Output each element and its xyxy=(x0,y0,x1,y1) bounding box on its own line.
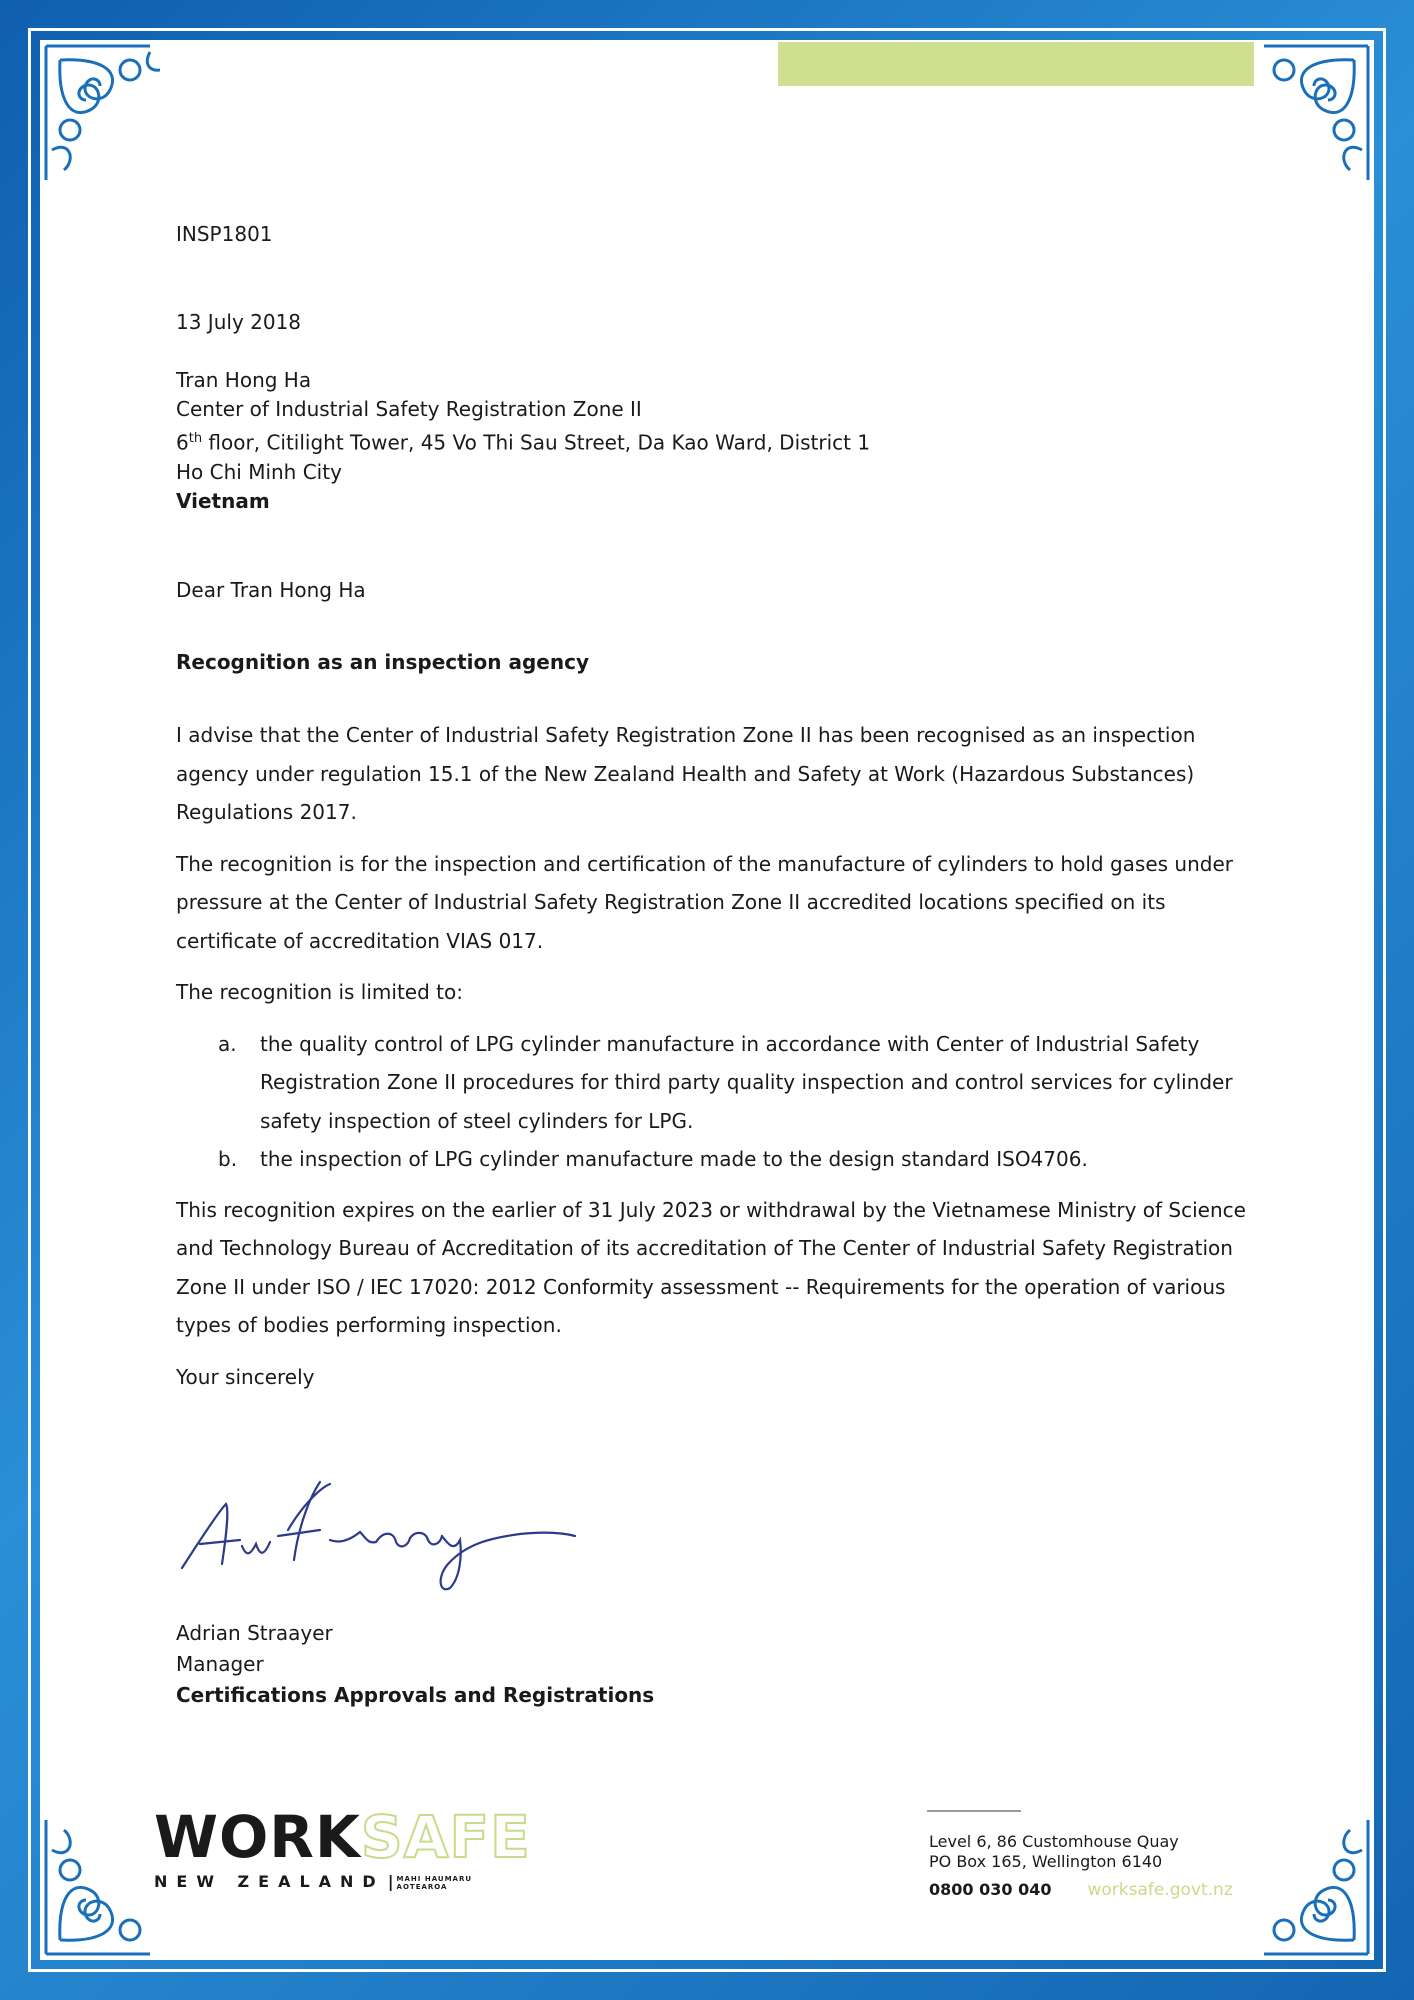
footer-contact xyxy=(929,1832,1233,1900)
list-item-text: the inspection of LPG cylinder manufacture made to the design standard ISO4706. xyxy=(260,1147,1088,1171)
body-paragraph: The recognition is limited to: xyxy=(176,980,463,1004)
list-item xyxy=(176,1140,1266,1179)
body-paragraph: I advise that the Center of Industrial Safety Registration Zone II has been recognised as an inspection agency under regulation 15.1 of the New Zealand Health and Safety at Work (Hazardous Substances) Regulations 2017. xyxy=(176,723,1196,824)
footer-website[interactable]: worksafe.govt.nz xyxy=(1087,1880,1233,1900)
logo-maori-line1: MAHI HAUMARU xyxy=(396,1874,473,1883)
corner-ornament-icon xyxy=(1254,1810,1374,1960)
logo-subtitle: NEW ZEALAND | MAHI HAUMARU AOTEAROA xyxy=(154,1872,473,1891)
list-item xyxy=(176,1025,1266,1141)
logo-safe: SAFE xyxy=(360,1803,531,1871)
letter-page xyxy=(40,40,1374,1960)
logo-country: NEW ZEALAND xyxy=(154,1872,385,1891)
signer-block xyxy=(176,1618,654,1711)
logo-maori xyxy=(397,1875,473,1891)
body-paragraph: This recognition expires on the earlier of 31 July 2023 or withdrawal by the Vietnamese Ministry of Science and Technology Bureau of Accreditation of its accreditation of The Center of Industrial Safety Registration Zone II under ISO / IEC 17020: 2012 Conformity assessment -- Requirements for the operation of various types of bodies performing inspection. xyxy=(176,1197,1246,1337)
footer-address-line: PO Box 165, Wellington 6140 xyxy=(929,1852,1163,1871)
letter-date: 13 July 2018 xyxy=(176,310,302,334)
handwritten-signature xyxy=(170,1460,590,1610)
list-marker: a. xyxy=(218,1031,237,1056)
corner-ornament-icon xyxy=(1254,40,1374,190)
signer-title: Manager xyxy=(176,1652,264,1676)
body-paragraph: The recognition is for the inspection and certification of the manufacture of cylinders to hold gases under pressure at the Center of Industrial Safety Registration Zone II accredited locations specified on its certificate of accreditation VIAS 017. xyxy=(176,851,1233,953)
highlight-bar xyxy=(778,42,1254,86)
footer-phone: 0800 030 040 xyxy=(929,1880,1052,1899)
footer-address-line: Level 6, 86 Customhouse Quay xyxy=(929,1832,1179,1851)
recipient-country: Vietnam xyxy=(176,488,270,513)
logo-maori-line2: AOTEAROA xyxy=(396,1882,448,1891)
logo-work: WORK xyxy=(154,1803,361,1871)
limitation-list xyxy=(176,1025,1266,1179)
corner-ornament-icon xyxy=(40,40,160,190)
corner-ornament-icon xyxy=(40,1810,160,1960)
list-marker: b. xyxy=(218,1147,238,1171)
logo-wordmark xyxy=(154,1803,534,1871)
floor-suffix: th xyxy=(188,431,203,446)
signer-name: Adrian Straayer xyxy=(176,1621,333,1645)
recipient-organisation: Center of Industrial Safety Registration Zone II xyxy=(176,397,642,421)
letter-reference: INSP1801 xyxy=(176,222,273,246)
closing: Your sincerely xyxy=(176,1364,315,1389)
worksafe-logo xyxy=(154,1803,534,1908)
street-text: floor, Citilight Tower, 45 Vo Thi Sau Street, Da Kao Ward, District 1 xyxy=(202,430,871,455)
subject-heading: Recognition as an inspection agency xyxy=(176,650,589,674)
recipient-address xyxy=(176,366,870,516)
list-item-text: the quality control of LPG cylinder manufacture in accordance with Center of Industrial Safety Registration Zone II procedures for third party quality inspection and control services for cylinder safety inspection of steel cylinders for LPG. xyxy=(260,1031,1233,1133)
recipient-name: Tran Hong Ha xyxy=(176,368,312,392)
recipient-street xyxy=(176,424,870,458)
recipient-city: Ho Chi Minh City xyxy=(176,459,342,484)
salutation: Dear Tran Hong Ha xyxy=(176,578,366,602)
footer-divider xyxy=(927,1810,1021,1812)
signer-unit: Certifications Approvals and Registrations xyxy=(176,1683,655,1707)
floor-number: 6 xyxy=(176,430,189,455)
letter-body xyxy=(176,716,1266,1409)
